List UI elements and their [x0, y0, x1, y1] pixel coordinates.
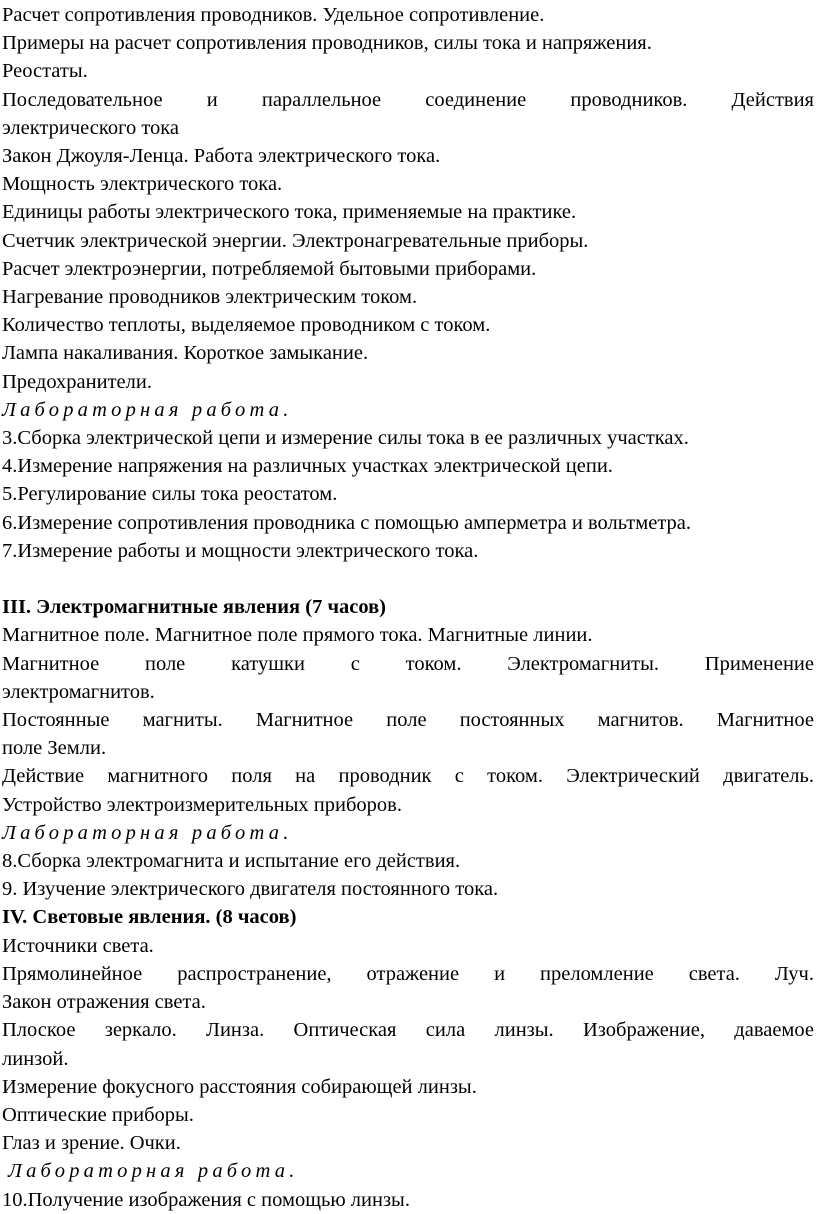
- text-line: Примеры на расчет сопротивления проводников, силы тока и напряжения.: [2, 32, 652, 55]
- lab-work-heading: Лабораторная работа.: [2, 398, 293, 421]
- text-line: Устройство электроизмерительных приборов.: [2, 793, 402, 816]
- text-line: Количество теплоты, выделяемое проводником с током.: [2, 314, 491, 337]
- text-line: Реостаты.: [2, 60, 88, 83]
- blank-line: [2, 565, 814, 593]
- text-line: Действие магнитного поля на проводник с током. Электрический двигатель.: [2, 765, 814, 788]
- text-line: 5.Регулирование силы тока реостатом.: [2, 483, 338, 506]
- document-page: [2, 1, 814, 1214]
- text-line: Единицы работы электрического тока, применяемые на практике.: [2, 201, 577, 224]
- text-line: Счетчик электрической энергии. Электронагревательные приборы.: [2, 229, 589, 252]
- section-heading: IV. Световые явления. (8 часов): [2, 906, 297, 929]
- text-line: Мощность электрического тока.: [2, 173, 283, 196]
- lab-work-heading: Лабораторная работа.: [8, 1160, 299, 1183]
- text-line: Закон Джоуля-Ленца. Работа электрического тока.: [2, 145, 441, 168]
- text-line: Плоское зеркало. Линза. Оптическая сила линзы. Изображение, даваемое: [2, 1019, 814, 1042]
- text-line: Оптические приборы.: [2, 1103, 194, 1126]
- text-line: 6.Измерение сопротивления проводника с помощью амперметра и вольтметра.: [2, 511, 692, 534]
- text-line: электрического тока: [2, 116, 180, 139]
- text-line: 9. Изучение электрического двигателя постоянного тока.: [2, 878, 499, 901]
- text-line: 7.Измерение работы и мощности электрического тока.: [2, 539, 479, 562]
- text-line: Глаз и зрение. Очки.: [2, 1132, 181, 1155]
- text-line: Нагревание проводников электрическим током.: [2, 286, 418, 309]
- text-line: Постоянные магниты. Магнитное поле постоянных магнитов. Магнитное: [2, 709, 814, 732]
- text-line: Источники света.: [2, 934, 154, 957]
- text-line: 10.Получение изображения с помощью линзы.: [2, 1188, 410, 1211]
- text-line: электромагнитов.: [2, 680, 155, 703]
- section-heading: III. Электромагнитные явления (7 часов): [2, 596, 387, 619]
- text-line: поле Земли.: [2, 737, 107, 760]
- text-line: Магнитное поле катушки с током. Электромагниты. Применение: [2, 652, 814, 675]
- text-line: Закон отражения света.: [2, 991, 206, 1014]
- text-line: Расчет сопротивления проводников. Удельное сопротивление.: [2, 4, 545, 26]
- text-line: Лампа накаливания. Короткое замыкание.: [2, 342, 369, 365]
- text-line: 8.Сборка электромагнита и испытание его действия.: [2, 850, 461, 873]
- text-line: 3.Сборка электрической цепи и измерение силы тока в ее различных участках.: [2, 427, 689, 450]
- text-line: Последовательное и параллельное соединение проводников. Действия: [2, 88, 814, 111]
- text-line: Расчет электроэнергии, потребляемой бытовыми приборами.: [2, 257, 537, 280]
- text-line: Магнитное поле. Магнитное поле прямого тока. Магнитные линии.: [2, 624, 593, 647]
- text-line: 4.Измерение напряжения на различных участках электрической цепи.: [2, 455, 613, 478]
- text-line: Предохранители.: [2, 370, 152, 393]
- text-line: Прямолинейное распространение, отражение и преломление света. Луч.: [2, 962, 814, 985]
- text-line: линзой.: [2, 1047, 69, 1070]
- text-line: Измерение фокусного расстояния собирающей линзы.: [2, 1075, 477, 1098]
- lab-work-heading: Лабораторная работа.: [2, 821, 293, 844]
